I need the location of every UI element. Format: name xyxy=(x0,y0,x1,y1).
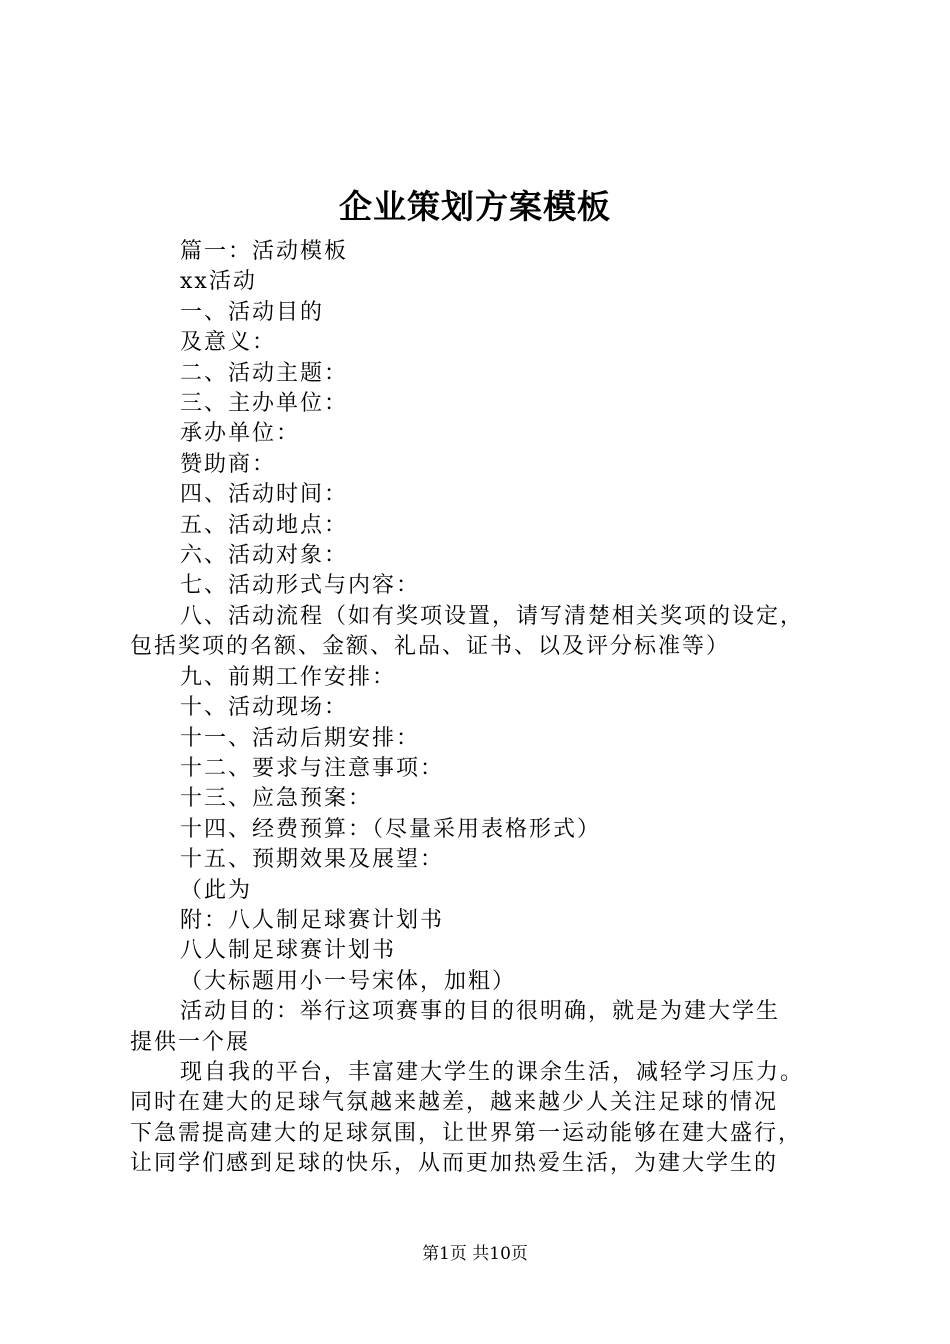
text-line: 三、主办单位： xyxy=(180,391,349,417)
text-line: （此为 xyxy=(180,877,253,903)
text-line: 十五、预期效果及展望： xyxy=(180,847,445,873)
text-line: 让同学们感到足球的快乐，从而更加热爱生活，为建大学生的 xyxy=(130,1151,779,1177)
document-body xyxy=(130,237,850,1180)
text-line: 及意义： xyxy=(180,330,277,356)
text-line: 一、活动目的 xyxy=(180,299,325,325)
text-line: 十四、经费预算：（尽量采用表格形式） xyxy=(180,816,602,842)
text-line: 包括奖项的名额、金额、礼品、证书、以及评分标准等） xyxy=(130,634,731,660)
text-line: 篇一：活动模板 xyxy=(180,239,349,264)
text-line: 十、活动现场： xyxy=(180,695,349,721)
text-line: 八、活动流程（如有奖项设置，请写清楚相关奖项的设定， xyxy=(180,603,805,629)
text-line: 同时在建大的足球气氛越来越差，越来越少人关注足球的情况 xyxy=(130,1090,779,1116)
text-line: 现自我的平台，丰富建大学生的课余生活，减轻学习压力。 xyxy=(180,1059,805,1085)
text-line: （大标题用小一号宋体，加粗） xyxy=(180,968,517,994)
text-line: 承办单位： xyxy=(180,421,301,447)
text-line: 十一、活动后期安排： xyxy=(180,725,421,751)
text-line: 五、活动地点： xyxy=(180,512,349,538)
page-number-footer: 第1页 共10页 xyxy=(422,1244,528,1264)
text-line: 下急需提高建大的足球氛围，让世界第一运动能够在建大盛行， xyxy=(130,1120,803,1146)
text-line: 九、前期工作安排： xyxy=(180,664,397,690)
text-line: 十二、要求与注意事项： xyxy=(180,755,445,781)
text-line: 赞助商： xyxy=(180,451,277,477)
text-line: 二、活动主题： xyxy=(180,360,349,386)
text-line: 提供一个展 xyxy=(130,1029,251,1055)
text-line: 八人制足球赛计划书 xyxy=(180,938,397,964)
text-line: 十三、应急预案： xyxy=(180,786,373,812)
text-line: 四、活动时间： xyxy=(180,482,349,508)
document-title: 企业策划方案模板 xyxy=(339,187,611,226)
text-line: xx活动 xyxy=(180,269,257,295)
text-line: 附：八人制足球赛计划书 xyxy=(180,907,445,933)
text-line: 七、活动形式与内容： xyxy=(180,573,421,599)
text-line: 活动目的：举行这项赛事的目的很明确，就是为建大学生 xyxy=(180,999,781,1025)
text-line: 六、活动对象： xyxy=(180,543,349,569)
